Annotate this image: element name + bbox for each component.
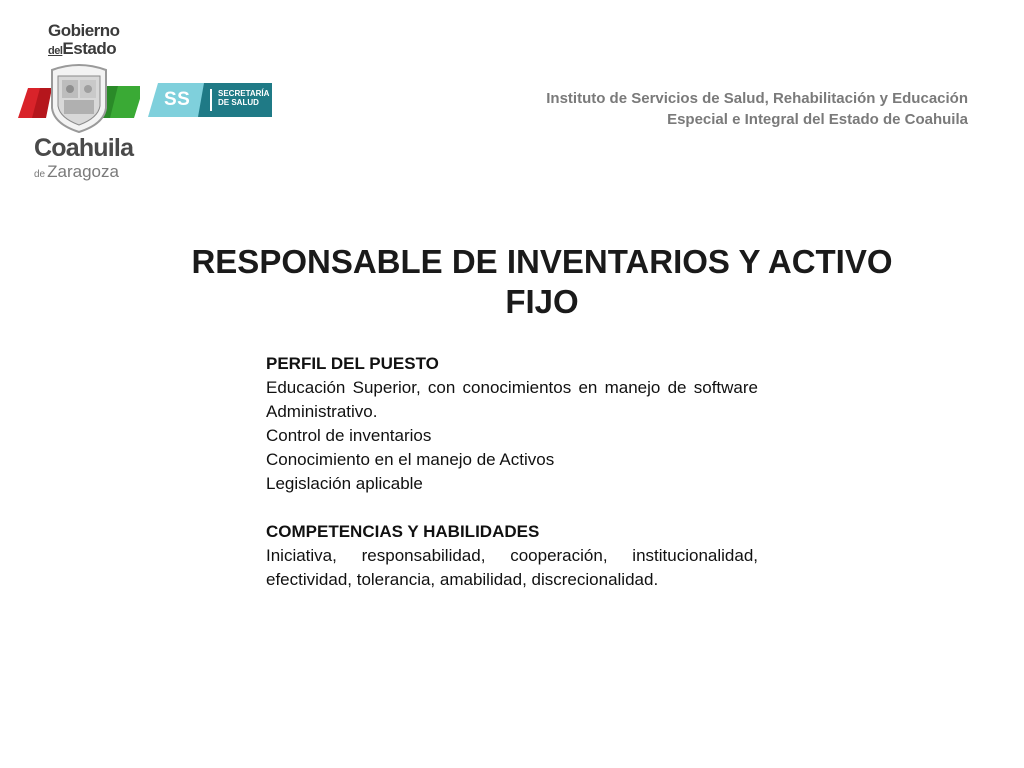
perfil-item: Conocimiento en el manejo de Activos bbox=[266, 450, 555, 469]
coat-of-arms-icon bbox=[18, 62, 140, 134]
logo-de-word: de bbox=[34, 169, 46, 180]
perfil-item: Control de inventarios bbox=[266, 426, 432, 445]
secretaria-salud-logo bbox=[148, 83, 272, 117]
logo-del-word: del bbox=[48, 45, 63, 57]
competencias-heading: COMPETENCIAS Y HABILIDADES bbox=[266, 522, 540, 541]
institute-name bbox=[546, 88, 968, 130]
gobierno-coahuila-logo bbox=[18, 18, 140, 184]
perfil-item: Educación Superior, con conocimientos en manejo de software Administrativo. bbox=[266, 378, 758, 421]
logo-gobierno-word: Gobierno bbox=[48, 21, 120, 40]
ss-label-line2: DE SALUD bbox=[218, 98, 259, 107]
logo-estado-text: Estado bbox=[62, 39, 117, 58]
logo-coahuila-word: Coahuila bbox=[34, 134, 134, 162]
logo-zaragoza-text: Zaragoza bbox=[47, 162, 119, 181]
institute-line-2: Especial e Integral del Estado de Coahuila bbox=[667, 111, 968, 128]
logo-zaragoza-word bbox=[34, 162, 119, 182]
title-line-1: RESPONSABLE DE INVENTARIOS Y ACTIVO bbox=[191, 243, 893, 280]
section-spacer bbox=[266, 496, 758, 520]
ss-label-line1: SECRETARÍA bbox=[218, 89, 270, 98]
title-line-2: FIJO bbox=[505, 283, 579, 320]
competencias-text: Iniciativa, responsabilidad, cooperación, institucionalidad, efectividad, tolerancia, amabilidad, discrecionalidad. bbox=[266, 546, 758, 589]
perfil-heading: PERFIL DEL PUESTO bbox=[266, 354, 439, 373]
logo-estado-word bbox=[48, 40, 116, 60]
institute-line-1: Instituto de Servicios de Salud, Rehabilitación y Educación bbox=[546, 90, 968, 107]
perfil-item: Legislación aplicable bbox=[266, 474, 423, 493]
ss-label bbox=[218, 89, 269, 107]
job-description bbox=[266, 352, 758, 592]
page-title bbox=[172, 242, 912, 322]
ss-abbr: SS bbox=[164, 89, 191, 110]
